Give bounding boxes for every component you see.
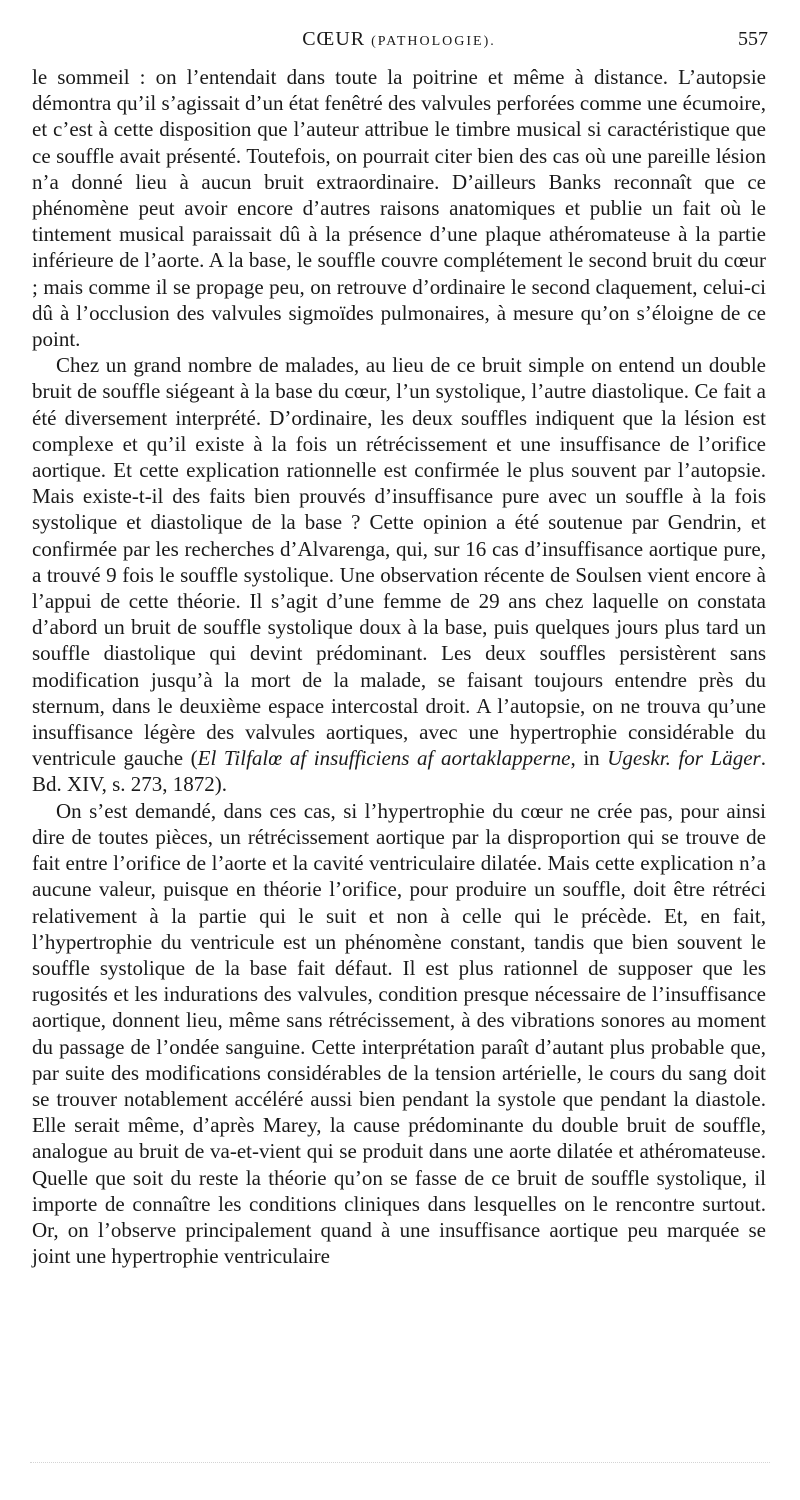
citation-journal: Ugeskr. for Läger [607,746,761,771]
paragraph-3: On s’est demandé, dans ces cas, si l’hypertrophie du cœur ne crée pas, pour ainsi dire de toutes pièces, un rétrécissement aortique par la disproportion qui se trouve de fait entre l’orifice de l’aorte et la cavité ventriculaire dilatée. Mais cette explication n’a aucune valeur, puisque en théorie l’orifice, pour produire un souffle, doit être rétréci relativement à la partie qui le suit et non à celle qui le précède. Et, en fait, l’hypertrophie du ventricule est un phénomène constant, tandis que bien souvent le souffle systolique de la base fait défaut. Il est plus rationnel de supposer que les rugosités et les indurations des valvules, condition presque nécessaire de l’insuffisance aortique, donnent lieu, même sans rétrécissement, à des vibrations sonores au moment du passage de l’ondée sanguine. Cette interprétation paraît d’autant plus probable que, par suite des modifications considérables de la tension artérielle, le cours du sang doit se trouver notablement accéléré aussi bien pendant la systole que pendant la diastole. Elle serait même, d’après Marey, la cause prédominante du double bruit de souffle, analogue au bruit de va-et-vient qui se produit dans une aorte dilatée et athéromateuse. Quelle que soit du reste la théorie qu’on se fasse de ce bruit de souffle systolique, il importe de connaître les conditions cliniques dans lesquelles on le rencontre surtout. Or, on l’observe principalement quand à une insuffisance aortique peu marquée se joint une hypertrophie ventriculaire [32,798,766,1269]
citation-details: . Bd. XIV, s. 273, 1872). [32,746,766,797]
page-number: 557 [738,28,768,50]
body-text [32,64,766,1269]
running-header [30,28,768,58]
header-title: CŒUR [302,28,366,50]
paragraph-1: le sommeil : on l’entendait dans toute la poitrine et même à distance. L’autopsie démontra qu’il s’agissait d’un état fenêtré des valvules perforées comme une écumoire, et c’est à cette disposition que l’auteur attribue le timbre musical si caractéristique que ce souffle avait présenté. Toutefois, on pourrait citer bien des cas où une pareille lésion n’a donné lieu à aucun bruit extraordinaire. D’ailleurs Banks reconnaît que ce phénomène peut avoir encore d’autres raisons anatomiques et publie un fait où le tintement musical paraissait dû à la présence d’une plaque athéromateuse à la partie inférieure de l’aorte. A la base, le souffle couvre complétement le second bruit du cœur ; mais comme il se propage peu, on retrouve d’ordinaire le second claquement, celui-ci dû à l’occlusion des valvules sigmoïdes pulmonaires, à mesure qu’on s’éloigne de ce point. [32,65,766,352]
paragraph-2-text: Chez un grand nombre de malades, au lieu de ce bruit simple on entend un double bruit de souffle siégeant à la base du cœur, l’un systolique, l’autre diastolique. Ce fait a été diversement interprété. D’ordinaire, les deux souffles indiquent que la lésion est complexe et qu’il existe à la fois un rétrécissement et une insuffisance de l’orifice aortique. Et cette explication rationnelle est confirmée le plus souvent par l’autopsie. Mais existe-t-il des faits bien prouvés d’insuffisance pure avec un souffle à la fois systolique et diastolique de la base ? Cette opinion a été soutenue par Gendrin, et confirmée par les recherches d’Alvarenga, qui, sur 16 cas d’insuffisance aortique pure, a trouvé 9 fois le souffle systolique. Une observation récente de Soulsen vient encore à l’appui de cette théorie. Il s’agit d’une femme de 29 ans chez laquelle on constata d’abord un bruit de souffle systolique doux à la base, puis quelques jours plus tard un souffle diastolique qui devint prédominant. Les deux souffles persistèrent sans modification jusqu’à la mort de la malade, se faisant toujours entendre près du sternum, dans le deuxième espace intercostal droit. A l’autopsie, on ne trouva qu’une insuffisance légère des valvules aortiques, avec une hypertrophie considérable du ventricule gauche ( [32,353,766,771]
header-subtitle: (PATHOLOGIE). [371,34,496,49]
citation-separator: , in [570,746,608,771]
bleed-through-line [30,1462,770,1465]
running-title [30,28,768,51]
paragraph-2 [32,352,766,797]
citation-title: El Tilfalœ af insufficiens af aortaklapperne [197,746,571,771]
